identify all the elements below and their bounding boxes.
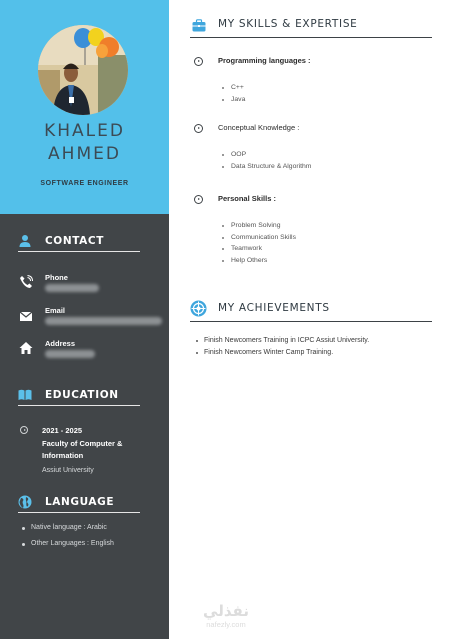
contact-title: CONTACT: [45, 235, 104, 247]
bullet-circle-icon: [194, 195, 203, 204]
phone-icon: [19, 275, 33, 289]
skill-list: [222, 222, 296, 268]
book-icon: [18, 388, 32, 402]
achievements-list: [196, 337, 369, 361]
email-value-redacted: [45, 317, 162, 325]
first-name: KHALED: [44, 121, 125, 141]
last-name: AHMED: [48, 144, 121, 164]
address-value-redacted: [45, 350, 95, 358]
watermark-arabic: نفذلي: [203, 602, 249, 620]
briefcase-icon: [192, 19, 206, 32]
contact-heading: [18, 232, 140, 252]
education-years: 2021 - 2025: [42, 426, 83, 435]
list-item: OOP: [222, 151, 311, 163]
list-item: Java: [222, 96, 245, 108]
skill-group-title: Programming languages :: [218, 56, 311, 65]
list-item: Other Languages : English: [22, 540, 114, 556]
person-icon: [18, 234, 32, 248]
list-item: Finish Newcomers Training in ICPC Assiut University.: [196, 337, 369, 349]
list-item: Problem Solving: [222, 222, 296, 234]
bullet-circle-icon: [194, 124, 203, 133]
education-title: EDUCATION: [45, 389, 119, 401]
list-item: Native language : Arabic: [22, 524, 114, 540]
skills-heading: [190, 16, 432, 38]
target-icon: [190, 300, 207, 317]
skills-title: MY SKILLS & EXPERTISE: [218, 18, 358, 30]
globe-icon: [18, 495, 32, 509]
phone-label: Phone: [45, 273, 68, 282]
job-title: SOFTWARE ENGINEER: [40, 180, 129, 187]
language-heading: [18, 493, 140, 513]
list-item: C++: [222, 84, 245, 96]
phone-value-redacted: [45, 284, 99, 292]
skill-group-title: Personal Skills :: [218, 194, 276, 203]
address-label: Address: [45, 339, 76, 348]
email-label: Email: [45, 306, 66, 315]
skill-group-title: Conceptual Knowledge :: [218, 123, 300, 132]
list-item: Teamwork: [222, 245, 296, 257]
list-item: Finish Newcomers Winter Camp Training.: [196, 349, 369, 361]
achievements-heading: [190, 298, 432, 322]
home-icon: [19, 341, 33, 355]
education-bullet-icon: [20, 426, 28, 434]
watermark-latin: nafezly.com: [206, 620, 246, 629]
list-item: Communication Skills: [222, 234, 296, 246]
bullet-circle-icon: [194, 57, 203, 66]
education-university: Assiut University: [42, 467, 94, 474]
envelope-icon: [19, 309, 33, 323]
language-list: [22, 524, 114, 556]
avatar: [38, 25, 128, 115]
education-heading: [18, 386, 140, 406]
language-title: LANGUAGE: [45, 496, 115, 508]
skill-list: [222, 151, 311, 174]
list-item: Data Structure & Algorithm: [222, 163, 311, 175]
watermark-logo: [196, 603, 256, 629]
achievements-title: MY ACHIEVEMENTS: [218, 302, 330, 314]
list-item: Help Others: [222, 257, 296, 269]
skill-list: [222, 84, 245, 107]
education-faculty: Faculty of Computer & Information: [42, 439, 123, 460]
